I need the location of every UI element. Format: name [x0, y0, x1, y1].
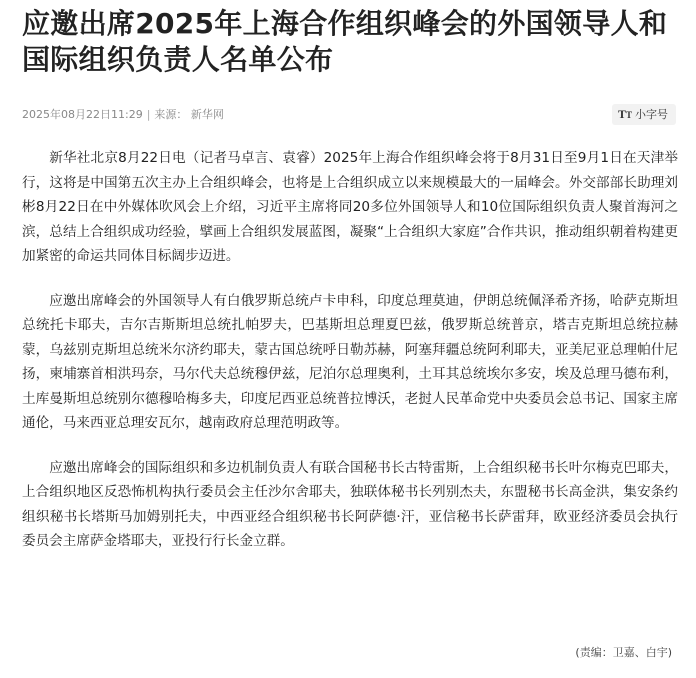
paragraph-intro: 新华社北京8月22日电（记者马卓言、袁睿）2025年上海合作组织峰会将于8月31日至9月1日在天津举行，这将是中国第五次主办上合组织峰会，也将是上合组织成立以来规模最大的一届峰会。外交部部长助理刘彬8月22日在中外媒体吹风会上介绍，习近平主席将同20多位外国领导人和10位国际组织负责人聚首海河之滨，总结上合组织成功经验，擘画上合组织发展蓝图，凝聚“上合组织大家庭”合作共识，推动组织朝着构建更加紧密的命运共同体目标阔步迈进。: [22, 150, 678, 264]
article-source: 来源： 新华网: [154, 108, 224, 121]
paragraph-international-orgs: 应邀出席峰会的国际组织和多边机制负责人有联合国秘书长古特雷斯，上合组织秘书长叶尔梅克巴耶夫，上合组织地区反恐怖机构执行委员会主任沙尔舍耶夫，独联体秘书长列别杰夫，东盟秘书长高金洪，集安条约组织秘书长塔斯马加姆别托夫，中西亚经合组织秘书长阿萨德·汗，亚信秘书长萨雷拜，欧亚经济委员会执行委员会主席萨金塔耶夫，亚投行行长金立群。: [22, 459, 678, 549]
font-size-toggle-button[interactable]: [612, 104, 676, 125]
font-size-toggle-label: 小字号: [635, 108, 668, 121]
article-title: 应邀出席2025年上海合作组织峰会的外国领导人和国际组织负责人名单公布: [22, 7, 668, 76]
article-body: [22, 146, 678, 554]
publish-datetime: 2025年08月22日11:29: [22, 108, 143, 121]
meta-separator: |: [146, 107, 151, 121]
paragraph-foreign-leaders: 应邀出席峰会的外国领导人有白俄罗斯总统卢卡申科，印度总理莫迪，伊朗总统佩泽希齐扬，哈萨克斯坦总统托卡耶夫，吉尔吉斯斯坦总统扎帕罗夫，巴基斯坦总理夏巴兹，俄罗斯总统普京，塔吉克斯坦总统拉赫蒙，乌兹别克斯坦总统米尔济约耶夫，蒙古国总统呼日勒苏赫，阿塞拜疆总统阿利耶夫，亚美尼亚总理帕什尼扬，柬埔寨首相洪玛奈，马尔代夫总统穆伊兹，尼泊尔总理奥利，土耳其总统埃尔多安，埃及总理马德布利，土库曼斯坦总统别尔德穆哈梅多夫，印度尼西亚总统普拉博沃，老挝人民革命党中央委员会总书记、国家主席通伦，马来西亚总理安瓦尔，越南政府总理范明政等。: [22, 292, 678, 431]
meta-row: [22, 103, 676, 125]
editor-credit: (责编：卫嘉、白宇): [575, 646, 672, 659]
text-size-icon: TT: [617, 106, 632, 121]
article-meta: [22, 106, 224, 122]
